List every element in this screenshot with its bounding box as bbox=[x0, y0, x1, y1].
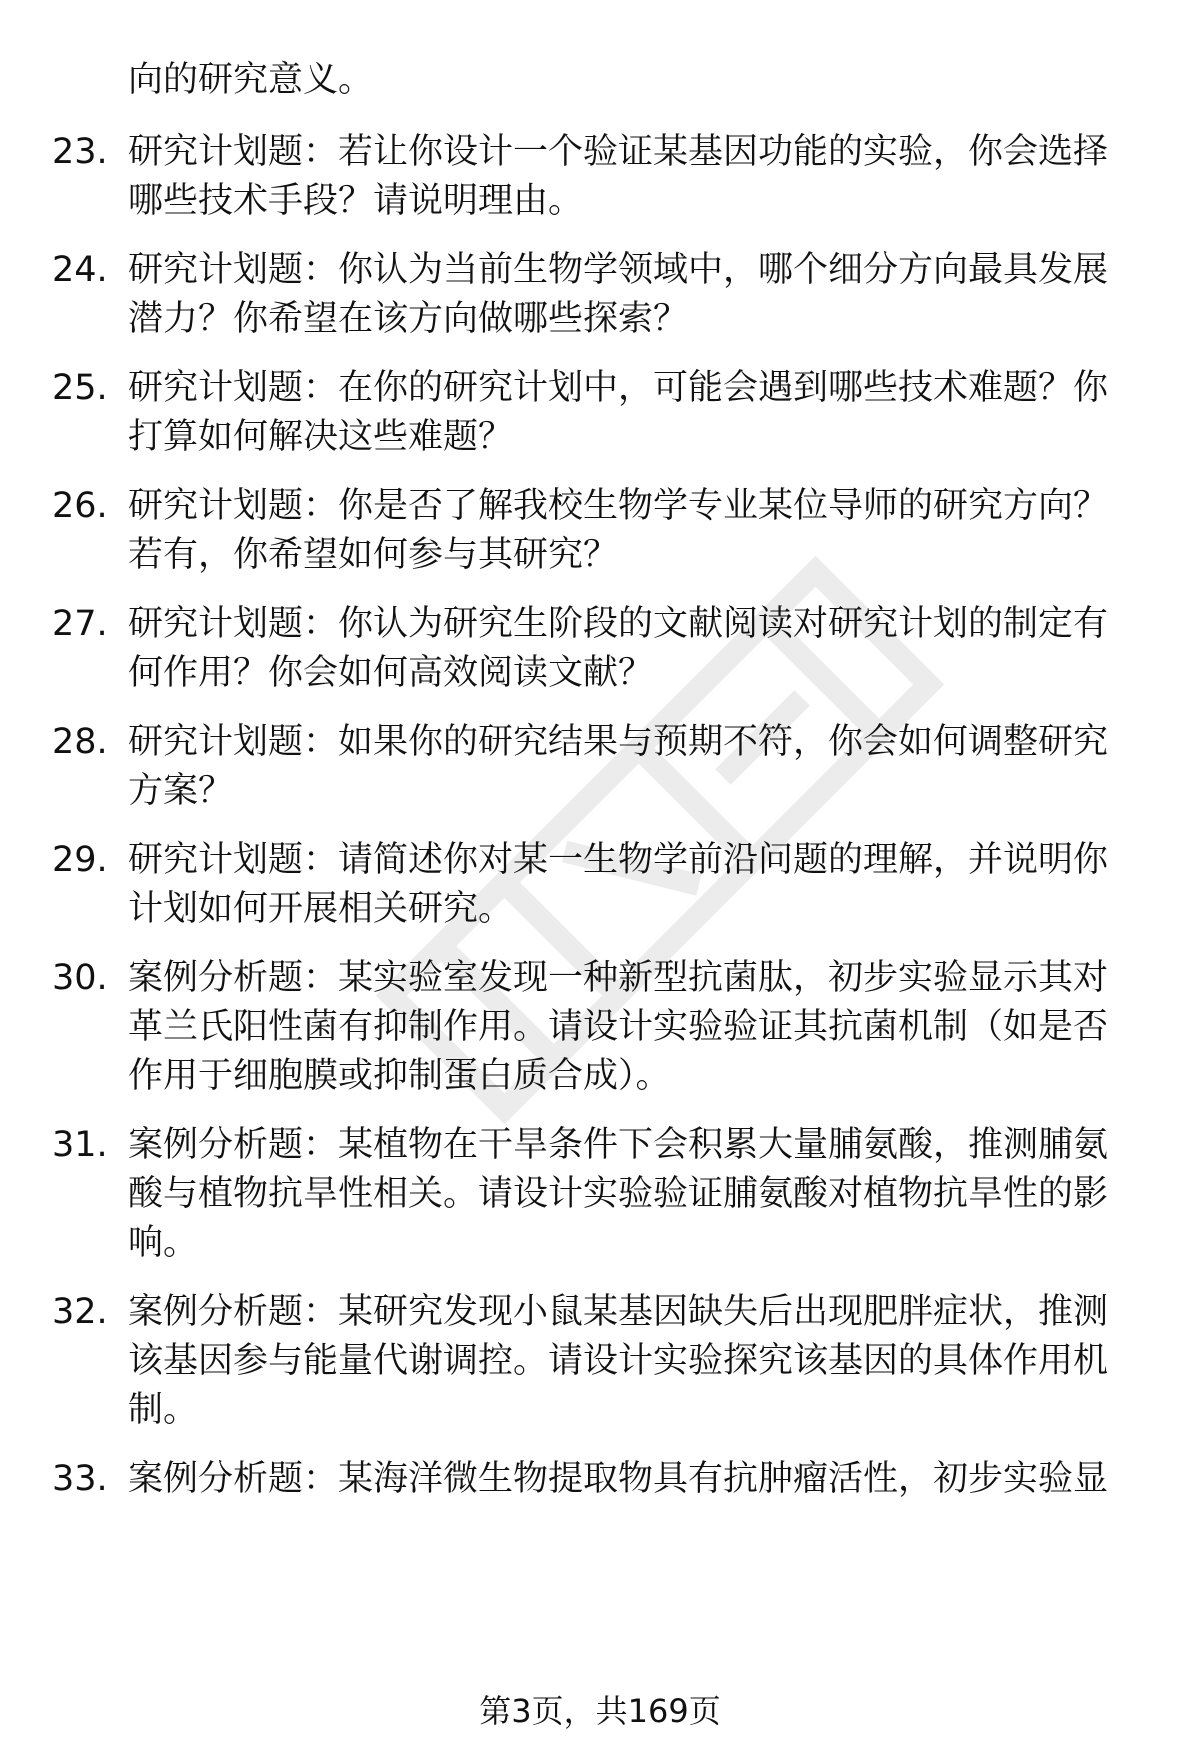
text-line: 计划如何开展相关研究。 bbox=[128, 889, 514, 929]
text-line: 作用于细胞膜或抑制蛋白质合成）。 bbox=[128, 1056, 671, 1096]
question-number: 25. bbox=[52, 368, 108, 408]
text-line: 潜力？你希望在该方向做哪些探索？ bbox=[128, 299, 689, 339]
question-number: 32. bbox=[52, 1292, 108, 1332]
text-line: 打算如何解决这些难题？ bbox=[128, 417, 514, 457]
text-line: 案例分析题：某研究发现小鼠某基因缺失后出现肥胖症状，推测 bbox=[128, 1292, 1109, 1332]
text-line: 研究计划题：请简述你对某一生物学前沿问题的理解，并说明你 bbox=[128, 840, 1109, 880]
question-number: 27. bbox=[52, 604, 108, 644]
text-line: 研究计划题：在你的研究计划中，可能会遇到哪些技术难题？你 bbox=[128, 368, 1109, 408]
text-line: 案例分析题：某实验室发现一种新型抗菌肽，初步实验显示其对 bbox=[128, 958, 1109, 998]
text-line: 何作用？你会如何高效阅读文献？ bbox=[128, 653, 654, 693]
text-line: 案例分析题：某植物在干旱条件下会积累大量脯氨酸，推测脯氨 bbox=[128, 1125, 1109, 1165]
text-line: 研究计划题：你是否了解我校生物学专业某位导师的研究方向？ bbox=[128, 486, 1109, 526]
question-number: 24. bbox=[52, 250, 108, 290]
text-line: 研究计划题：如果你的研究结果与预期不符，你会如何调整研究 bbox=[128, 722, 1109, 762]
page-footer: 第3页，共169页 bbox=[479, 1692, 721, 1730]
question-number: 26. bbox=[52, 486, 108, 526]
text-line: 若有，你希望如何参与其研究？ bbox=[128, 535, 619, 575]
question-number: 23. bbox=[52, 132, 108, 172]
question-number: 28. bbox=[52, 722, 108, 762]
text-line: 研究计划题：你认为研究生阶段的文献阅读对研究计划的制定有 bbox=[128, 604, 1109, 644]
text-line: 革兰氏阳性菌有抑制作用。请设计实验验证其抗菌机制（如是否 bbox=[128, 1007, 1109, 1047]
text-line: 向的研究意义。 bbox=[128, 60, 374, 100]
text-line: 研究计划题：若让你设计一个验证某基因功能的实验，你会选择 bbox=[128, 132, 1109, 172]
text-line: 响。 bbox=[128, 1223, 199, 1263]
text-line: 方案？ bbox=[128, 771, 234, 811]
question-number: 29. bbox=[52, 840, 108, 880]
text-line: 研究计划题：你认为当前生物学领域中，哪个细分方向最具发展 bbox=[128, 250, 1109, 290]
text-line: 哪些技术手段？请说明理由。 bbox=[128, 181, 584, 221]
question-number: 33. bbox=[52, 1459, 108, 1499]
question-number: 30. bbox=[52, 958, 108, 998]
text-line: 酸与植物抗旱性相关。请设计实验验证脯氨酸对植物抗旱性的影 bbox=[128, 1174, 1109, 1214]
text-line: 该基因参与能量代谢调控。请设计实验探究该基因的具体作用机 bbox=[128, 1341, 1109, 1381]
text-line: 制。 bbox=[128, 1390, 199, 1430]
text-line: 案例分析题：某海洋微生物提取物具有抗肿瘤活性，初步实验显 bbox=[128, 1459, 1109, 1499]
question-number: 31. bbox=[52, 1125, 108, 1165]
